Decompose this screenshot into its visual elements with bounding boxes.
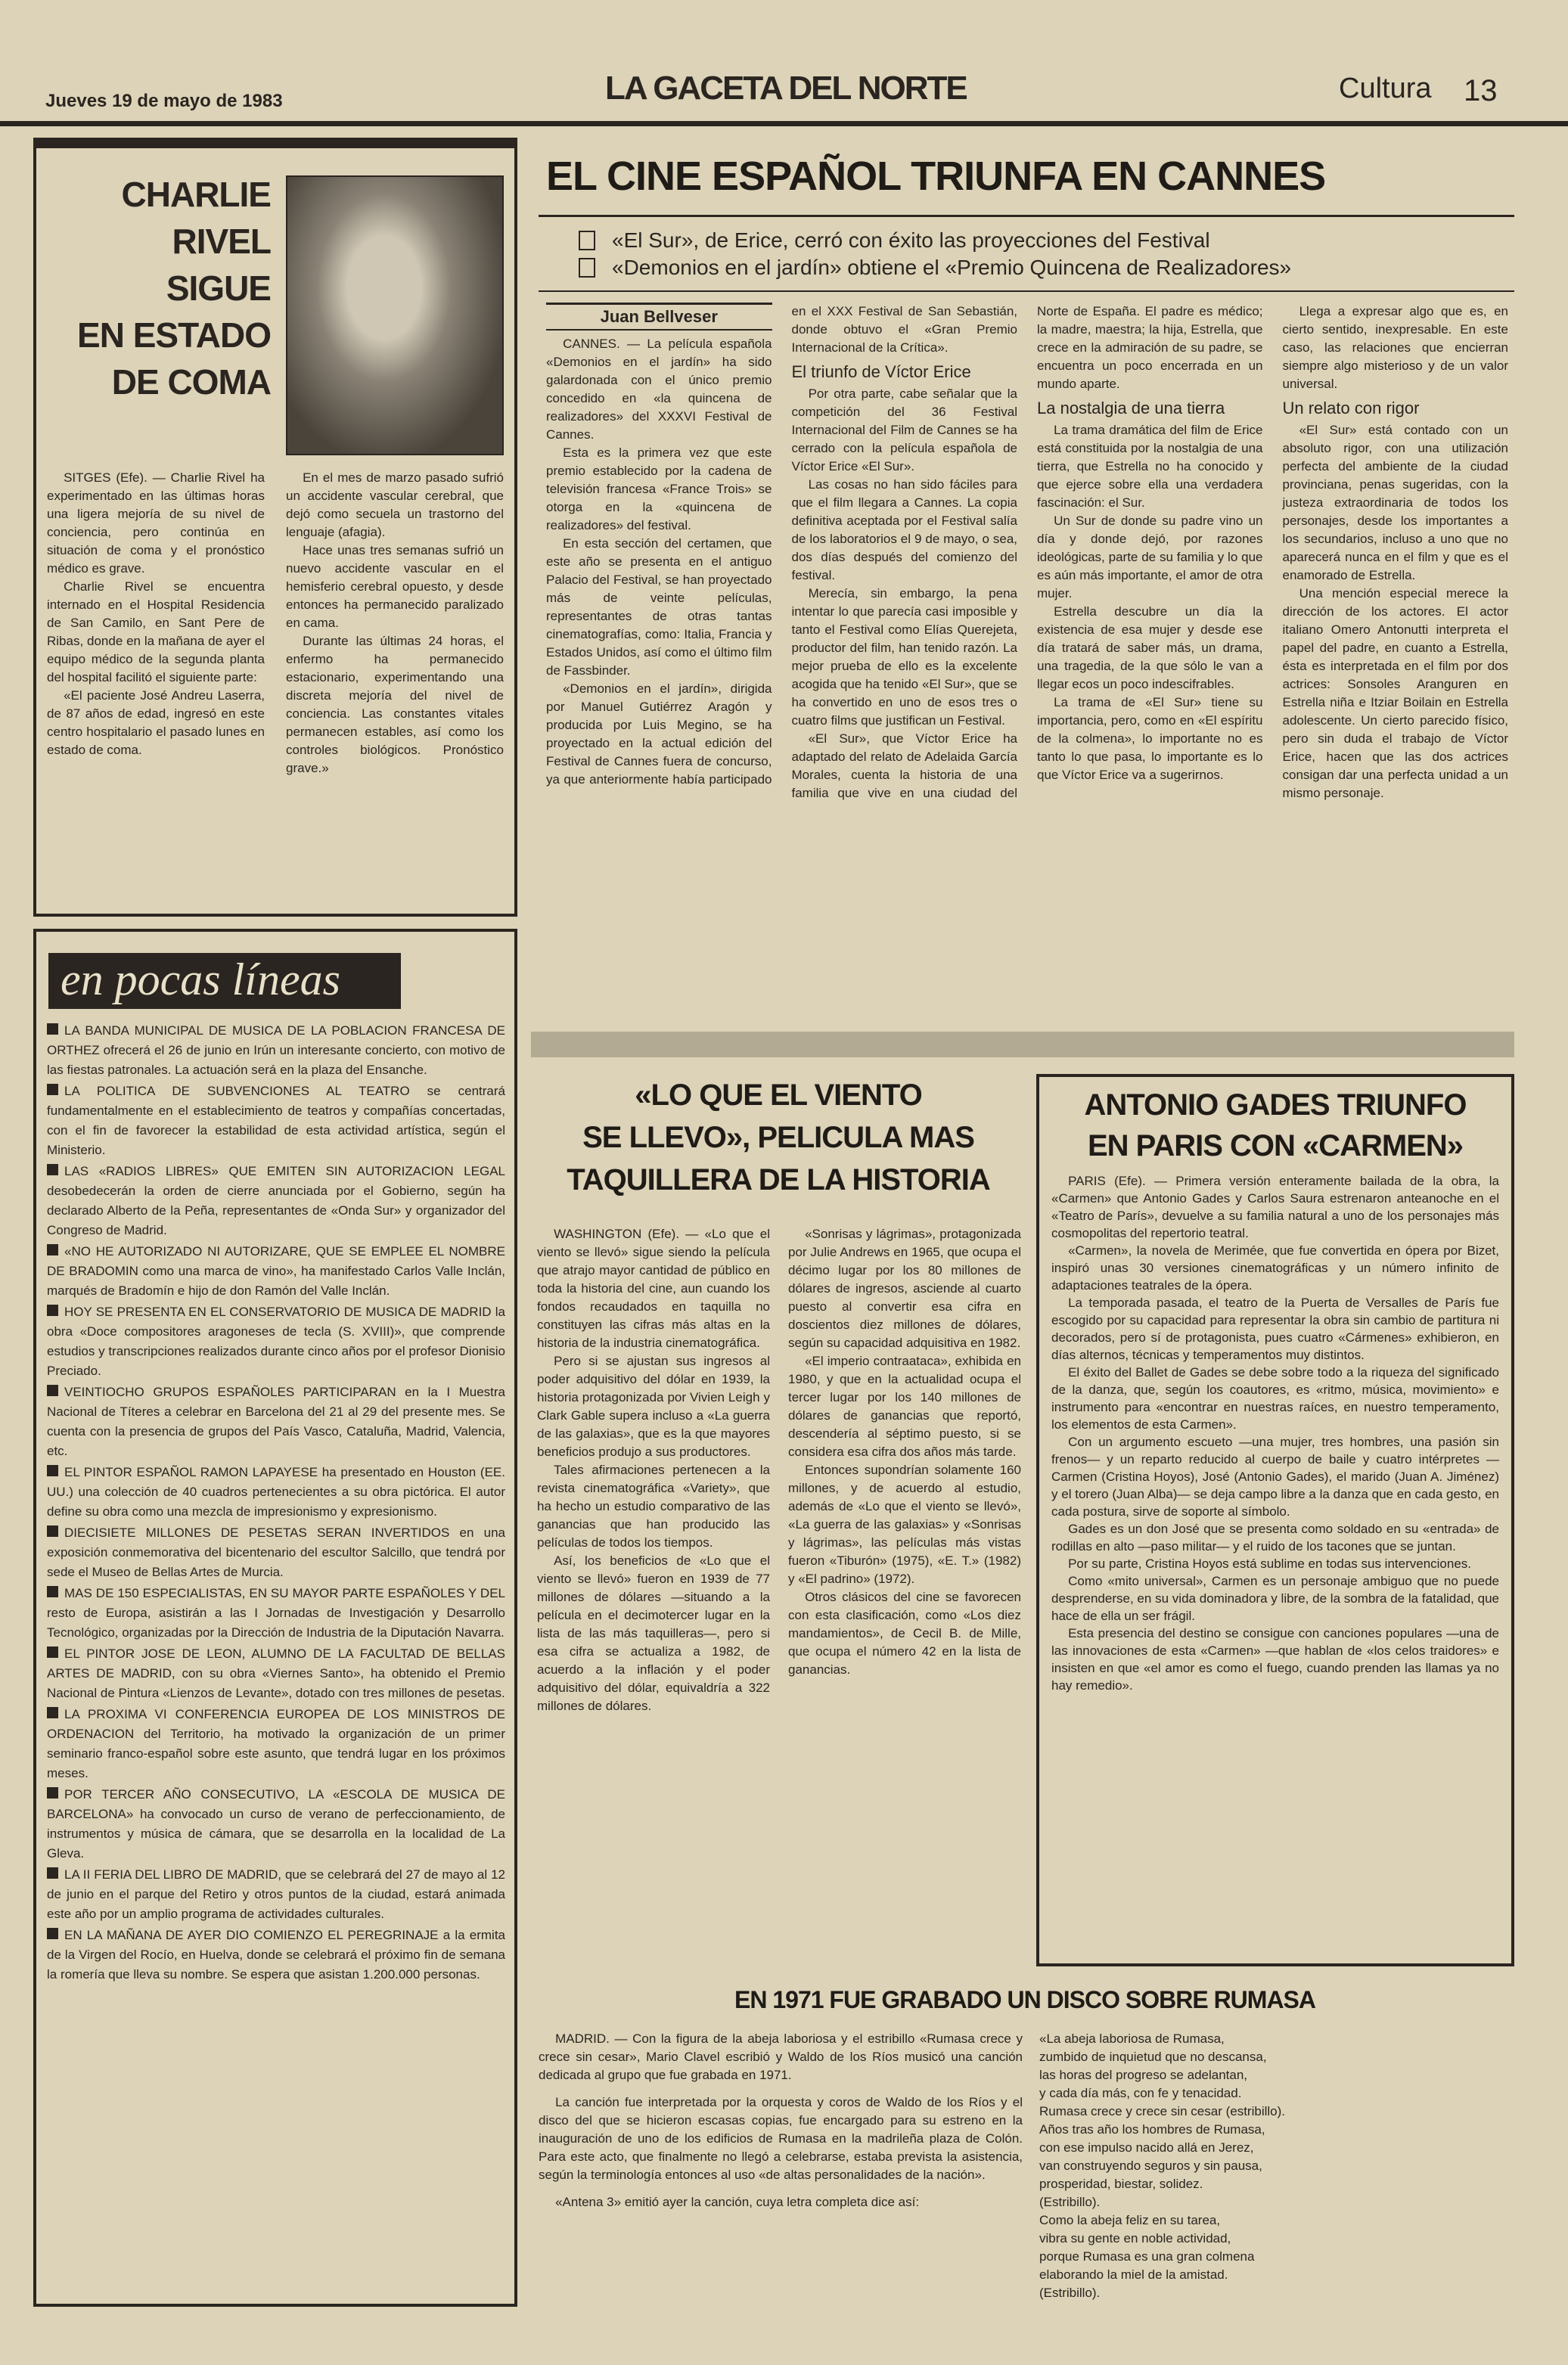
- paragraph: SITGES (Efe). — Charlie Rivel ha experimentado en las últimas horas una ligera mejoría de su nivel de conciencia, pero continúa en situación de coma y el pronóstico médico es grave.: [47, 470, 265, 576]
- lyric-line: prosperidad, biestar, solidez.: [1039, 2177, 1203, 2191]
- bullet-square-icon: [47, 1305, 58, 1316]
- paragraph: PARIS (Efe). — Primera versión enteramente bailada de la obra, la «Carmen» que Antonio Gades y Carlos Saura estrenaron anteanoche en el «Teatro de París», devuelve a su familia natural a uno de los personajes más cosmopolitas del repertorio teatral.: [1051, 1174, 1499, 1240]
- bullet-square-icon: [47, 1525, 58, 1537]
- bullet-square-icon: [47, 1787, 58, 1799]
- paragraph: La trama de «El Sur» tiene su importancia, pero, como en «El espíritu de la colmena», lo importante no es tanto lo que pasa, lo importante es lo que Víctor Erice va a sugerirnos.: [1037, 695, 1263, 782]
- paragraph: Llega a expresar algo que es, en cierto sentido, inexpresable. En este caso, las relaciones que encierran siempre algo misterioso y de un valor universal.: [1282, 304, 1508, 391]
- rumasa-body: [539, 2030, 1023, 2221]
- byline-text: Juan Bellveser: [600, 307, 718, 326]
- page-number: 13: [1464, 74, 1498, 107]
- subhead-2: [579, 254, 1291, 281]
- paragraph: Otros clásicos del cine se favorecen con esta clasificación, como «Los diez mandamientos», de Cecil B. de Mille, que ocupa el número 42 en la lista de ganancias.: [788, 1590, 1021, 1677]
- masthead: LA GACETA DEL NORTE: [605, 70, 967, 107]
- headline-line: TAQUILLERA DE LA HISTORIA: [567, 1163, 990, 1196]
- checkbox-icon: [579, 231, 595, 250]
- news-brief-item: [47, 1584, 505, 1643]
- news-brief-text: MAS DE 150 ESPECIALISTAS, EN SU MAYOR PARTE ESPAÑOLES Y DEL resto de Europa, asistirán a las I Jornadas de Investigación y Desarrollo Tecnológico, organizadas por la Dirección de Industria de la Diputación Navarra.: [47, 1586, 505, 1640]
- byline: [546, 303, 772, 331]
- cine-headline: EL CINE ESPAÑOL TRIUNFA EN CANNES: [546, 154, 1326, 199]
- paragraph: En esta sección del certamen, que este año se presenta en el antiguo Palacio del Festival, se han proyectado más de veinte películas, representantes de otras tantas cinematografías, como: Italia, Francia y Estados Unidos, así como el último film de Fassbinder.: [546, 536, 772, 678]
- news-brief-item: [47, 1302, 505, 1381]
- rivel-photo: [286, 175, 504, 455]
- paragraph: Esta presencia del destino se consigue con canciones populares —una de las innovaciones de esta «Carmen» —que hablan de «los celos traidores» e insisten en que «el amor es como el fuego, cuando prenden las llamas ya no hay remedio».: [1051, 1626, 1499, 1693]
- paragraph: Tales afirmaciones pertenecen a la revista cinematográfica «Variety», que ha hecho un estudio comparativo de las ganancias que han producido las películas de todos los tiempos.: [537, 1463, 770, 1550]
- lyric-line: zumbido de inquietud que no descansa,: [1039, 2050, 1267, 2064]
- paragraph: Entonces supondrían solamente 160 millones, y de acuerdo al estudio, además de «Lo que el viento se llevó», «La guerra de las galaxias» y «Sonrisas y lágrimas», las películas más vistas fueron «Tiburón» (1975), «E. T.» (1982) y «El padrino» (1972).: [788, 1463, 1021, 1586]
- paragraph: Por su parte, Cristina Hoyos está sublime en todas sus intervenciones.: [1068, 1556, 1472, 1571]
- lyric-line: van construyendo seguros y sin pausa,: [1039, 2159, 1262, 2173]
- pocas-lineas-box: [33, 929, 517, 2307]
- paragraph: Estrella descubre un día la existencia de esa mujer y desde ese día tratará de saber más, un drama, una tragedia, de la que sólo le van a llegar ecos un poco indescifrables.: [1037, 604, 1263, 691]
- rivel-title-line: CHARLIE: [121, 175, 271, 214]
- paragraph: Así, los beneficios de «Lo que el viento se llevó» fueron en 1939 de 77 millones de dólares —situando a la película en el decimotercer lugar en la lista de las más taquilleras—, pero si esa cifra se actualiza a 1982, de acuerdo a la inflación y el poder adquisitivo del dólar, equivaldría a 322 millones de dólares.: [537, 1553, 770, 1713]
- bullet-square-icon: [47, 1023, 58, 1035]
- rivel-article: [33, 138, 517, 917]
- paragraph: Gades es un don José que se presenta como soldado en su «entrada» de rodillas en alto —paso militar— y el ruido de los tacones que se juntan.: [1051, 1522, 1499, 1553]
- bullet-square-icon: [47, 1928, 58, 1939]
- issue-date: Jueves 19 de mayo de 1983: [45, 91, 283, 111]
- viento-headline: [534, 1074, 1023, 1201]
- gades-body: [1051, 1172, 1499, 1694]
- paragraph: «Antena 3» emitió ayer la canción, cuya letra completa dice así:: [555, 2195, 920, 2209]
- bullet-square-icon: [47, 1244, 58, 1255]
- bullet-square-icon: [47, 1586, 58, 1597]
- news-brief-text: HOY SE PRESENTA EN EL CONSERVATORIO DE MUSICA DE MADRID la obra «Doce compositores aragoneses de tecla (S. XVIII)», que comprende estudios y transcripciones realizados durante cinco años por el profesor Dionisio Preciado.: [47, 1305, 505, 1378]
- news-brief-text: EN LA MAÑANA DE AYER DIO COMIENZO EL PEREGRINAJE a la ermita de la Virgen del Rocío, en Huelva, donde se celebrará el próximo fin de semana la romería que lleva su nombre. Se espera que asistan 1.200.000 personas.: [47, 1928, 505, 1982]
- paragraph: Un Sur de donde su padre vino un día y donde dejó, por razones ideológicas, parte de su familia y lo que es aún más importante, el amor de otra mujer.: [1037, 514, 1263, 601]
- news-brief-item: [47, 1242, 505, 1301]
- paragraph: Como «mito universal», Carmen es un personaje ambiguo que no puede desprenderse, en su vida dominadora y libre, de la sombra de la fatalidad, que hace de ella un ser frágil.: [1051, 1574, 1499, 1623]
- news-brief-item: [47, 1644, 505, 1703]
- lyric-line: Como la abeja feliz en su tarea,: [1039, 2213, 1221, 2227]
- lyric-line: las horas del progreso se adelantan,: [1039, 2068, 1248, 2082]
- paragraph: Hace unas tres semanas sufrió un nuevo accidente vascular en el hemisferio cerebral opuesto, y desde entonces ha permanecido paralizado en cama.: [286, 543, 504, 630]
- paragraph: Las cosas no han sido fáciles para que el film llegara a Cannes. La copia definitiva aceptada por el Festival salía de los laboratorios el 9 de mayo, o sea, dos días después del comienzo del festival.: [791, 477, 1017, 582]
- paragraph: Pero si se ajustan sus ingresos al poder adquisitivo del dólar en 1939, la historia protagonizada por Vivien Leigh y Clark Gable supera incluso a «La guerra de las galaxias», que es la que mayores beneficios produjo a sus productores.: [537, 1354, 770, 1459]
- paragraph: «Demonios en el jardín», dirigida por Manuel Gutiérrez Aragón y producida por Luis Megino, se ha proyectado en la actual edición del Festival de Cannes fuera de concurso, ya que anteriormente había participado en el XXX Festival de San Sebastián, donde obtuvo el «Gran Premio Internacional de la Crítica».: [546, 304, 1017, 787]
- subhead-1-text: «El Sur», de Erice, cerró con éxito las proyecciones del Festival: [612, 228, 1210, 252]
- paragraph: Una mención especial merece la dirección de los actores. El actor italiano Omero Antonutti interpreta el papel del padre, en cuanto a Estrella, ésta es interpretada en el film por dos actrices: Sonsoles Aranguren en Estrella niña e Itziar Boilain en Estrella adolescente. Un cierto parecido físico, pero sin duda el trabajo de Víctor Erice, hacen que las dos actrices consigan dar una perfecta unidad a un mismo personaje.: [1282, 586, 1508, 800]
- cine-headline-rule: [539, 215, 1514, 217]
- news-brief-item: [47, 1383, 505, 1461]
- lyric-line: Años tras año los hombres de Rumasa,: [1039, 2122, 1265, 2137]
- news-brief-item: [47, 1705, 505, 1783]
- header-rule: [0, 121, 1568, 126]
- lyric-line: porque Rumasa es una gran colmena: [1039, 2249, 1255, 2264]
- paragraph: La temporada pasada, el teatro de la Puerta de Versalles de París fue escogido por su capacidad para representar la obra sin cambio de partitura ni decorados, pero sí de protagonista, pues cuatro «Cármenes» exhibieron, en días alternos, técnicas y temperamentos muy distintos.: [1051, 1296, 1499, 1362]
- paragraph: El éxito del Ballet de Gades se debe sobre todo a la riqueza del significado de la danza, que, según los coautores, es «ritmo, música, movimiento» e instrumento para «encontrar en nuestras raíces, en nuestro temperamento, los elementos de esta Carmen».: [1051, 1365, 1499, 1432]
- news-brief-text: «NO HE AUTORIZADO NI AUTORIZARE, QUE SE EMPLEE EL NOMBRE DE BRADOMIN como una marca de vino», ha manifestado Carlos Valle Inclán, marqués de Bradomín e hijo de don Ramón del Valle Inclán.: [47, 1244, 505, 1298]
- headline-line: EN PARIS CON «CARMEN»: [1087, 1129, 1464, 1162]
- news-brief-item: [47, 1523, 505, 1582]
- news-brief-item: [47, 1785, 505, 1864]
- lyric-line: (Estribillo).: [1039, 2286, 1101, 2300]
- paragraph: Con un argumento escueto —una mujer, tres hombres, una pasión sin frenos— y un reparto reducido al cuerpo de baile y cuatro intérpretes —Carmen (Cristina Hoyos), José (Antonio Gades), el marido (Juan A. Jiménez) y el torero (Juan Alba)— se deja campo libre a la danza que en cada gesto, en cada postura, sirve de soporte al símbolo.: [1051, 1435, 1499, 1519]
- cine-body: [546, 303, 1508, 802]
- news-brief-item: [47, 1865, 505, 1924]
- rivel-headline: [47, 171, 271, 405]
- paragraph: Por otra parte, cabe señalar que la competición del 36 Festival Internacional del Film de Cannes se ha cerrado con la película española de Víctor Erice «El Sur».: [791, 386, 1017, 473]
- rumasa-lyrics: [1039, 2030, 1508, 2302]
- lyric-line: y cada día más, con fe y tenacidad.: [1039, 2086, 1242, 2100]
- headline-line: «LO QUE EL VIENTO: [635, 1079, 922, 1112]
- paragraph: «El Sur» está contado con un absoluto rigor, con una utilización perfecta del ambiente de la ciudad provinciana, penas sugeridas, con la justeza extraordinaria de todos los personajes, desde los importantes a los secundarios, incluso a uno que no aparecerá nunca en el film y que es el enamorado de Estrella.: [1282, 423, 1508, 582]
- paragraph: CANNES. — La película española «Demonios en el jardín» ha sido galardonada con el único premio concedido en «la quincena de realizadores» del XXXVI Festival de Cannes.: [546, 337, 772, 442]
- paragraph: «El Sur», que Víctor Erice ha adaptado del relato de Adelaida García Morales, cuenta la historia de una familia que vive en una ciudad del Norte de España. El padre es médico; la madre, maestra; la hija, Estrella, que crece en la admiración de su padre, se encuentra un poco encerrada en un mundo aparte.: [791, 304, 1263, 800]
- paragraph: MADRID. — Con la figura de la abeja laboriosa y el estribillo «Rumasa crece y crece sin cesar», Mario Clavel escribió y Waldo de los Ríos musicó una canción dedicada al grupo que fue grabada en 1971.: [539, 2031, 1023, 2082]
- paragraph: La trama dramática del film de Erice está constituida por la nostalgia de una tierra, que Estrella no ha conocido y que ejerce sobre ella una verdadera fascinación: el Sur.: [1037, 423, 1263, 510]
- lyric-line: (Estribillo).: [1039, 2195, 1101, 2209]
- news-brief-text: VEINTIOCHO GRUPOS ESPAÑOLES PARTICIPARAN en la I Muestra Nacional de Títeres a celebrar en Barcelona del 21 al 29 del presente mes. Se cuenta con la presencia de grupos del País Vasco, Cataluña, Madrid, Valencia, etc.: [47, 1385, 505, 1458]
- news-brief-text: EL PINTOR ESPAÑOL RAMON LAPAYESE ha presentado en Houston (EE. UU.) una colección de 40 cuadros pertenecientes a su obra pictórica. El autor define su obra como una mezcla de impresionismo y expresionismo.: [47, 1465, 505, 1519]
- bullet-square-icon: [47, 1707, 58, 1718]
- bullet-square-icon: [47, 1164, 58, 1175]
- paragraph: En el mes de marzo pasado sufrió un accidente vascular cerebral, que dejó como secuela un trastorno del lenguaje (afagia).: [286, 470, 504, 539]
- pocas-lineas-title-banner: [48, 953, 401, 1009]
- pocas-lineas-title: en pocas líneas: [61, 954, 340, 1004]
- news-brief-text: LA PROXIMA VI CONFERENCIA EUROPEA DE LOS MINISTROS DE ORDENACION del Territorio, ha motivado la organización de un primer seminario franco-español sobre este asunto, que tendrá lugar en los próximos meses.: [47, 1707, 505, 1780]
- cine-subhead-rule: [539, 290, 1514, 292]
- news-brief-text: LAS «RADIOS LIBRES» QUE EMITEN SIN AUTORIZACION LEGAL desobedecerán la orden de cierre anunciada por el Gobierno, según ha declarado Alberto de la Peña, representantes de «Onda Sur» y organizador del Congreso de Madrid.: [47, 1164, 505, 1237]
- paragraph: «Carmen», la novela de Merimée, que fue convertida en ópera por Bizet, inspiró unas 30 versiones cinematográficas y un número infinito de adaptaciones teatrales de la ópera.: [1051, 1243, 1499, 1293]
- bullet-square-icon: [47, 1646, 58, 1658]
- rivel-title-line: EN ESTADO: [77, 315, 271, 355]
- bullet-square-icon: [47, 1465, 58, 1476]
- headline-line: SE LLEVO», PELICULA MAS: [582, 1121, 974, 1154]
- news-brief-item: [47, 1021, 505, 1080]
- headline-line: ANTONIO GADES TRIUNFO: [1084, 1088, 1467, 1122]
- paragraph: Esta es la primera vez que este premio establecido por la cadena de televisión francesa «France Trois» se otorga en la «quincena de realizadores» del festival.: [546, 445, 772, 532]
- news-brief-text: LA II FERIA DEL LIBRO DE MADRID, que se celebrará del 27 de mayo al 12 de junio en el parque del Retiro y otros puntos de la ciudad, estará animada este año por un amplio programa de actividades culturales.: [47, 1867, 505, 1921]
- subhead-2-text: «Demonios en el jardín» obtiene el «Premio Quincena de Realizadores»: [612, 256, 1292, 279]
- rumasa-headline: EN 1971 FUE GRABADO UN DISCO SOBRE RUMASA: [734, 1986, 1315, 2013]
- rivel-title-line: DE COMA: [111, 362, 271, 402]
- paragraph: Charlie Rivel se encuentra internado en el Hospital Residencia de San Camilo, en Sant Pere de Ribas, donde en la mañana de ayer el equipo médico de la segunda planta del hospital facilitó el siguiente parte:: [47, 579, 265, 684]
- rivel-body: [47, 469, 504, 777]
- bullet-square-icon: [47, 1867, 58, 1879]
- cine-subheads: [579, 227, 1291, 281]
- paragraph: La canción fue interpretada por la orquesta y coros de Waldo de los Ríos y el disco del que se hicieron escasas copias, fue encargado para su estreno en la inauguración de uno de los edificios de Rumasa en la madrileña plaza de Colón. Para este acto, que finalmente no llegó a celebrarse, estaba prevista la asistencia, según la terminología entonces al uso «de altas personalidades de la nación».: [539, 2095, 1023, 2182]
- section-subhead: La nostalgia de una tierra: [1037, 399, 1225, 417]
- paragraph: WASHINGTON (Efe). — «Lo que el viento se llevó» sigue siendo la película que atrajo mayor cantidad de público en toda la historia del cine, aun cuando los fondos recaudados en taquilla no constituyen las cifras más altas en la historia de la industria cinematográfica.: [537, 1227, 770, 1350]
- news-brief-item: [47, 1162, 505, 1240]
- lyric-line: vibra su gente en noble actividad,: [1039, 2231, 1231, 2246]
- lyric-line: Rumasa crece y crece sin cesar (estribillo).: [1039, 2104, 1285, 2118]
- paragraph: Merecía, sin embargo, la pena intentar lo que parecía casi imposible y tanto el Festival como Elías Querejeta, productor del film, han tenido razón. La mejor prueba de ello es la excelente acogida que ha tenido «El Sur», que se ha convertido en uno de esos tres o cuatro films que justifican un Festival.: [791, 586, 1017, 728]
- pocas-lineas-list: [47, 1021, 505, 1986]
- news-brief-text: POR TERCER AÑO CONSECUTIVO, LA «ESCOLA DE MUSICA DE BARCELONA» ha convocado un curso de verano de perfeccionamiento, de instrumentos y música de cámara, que se desarrolla en la localidad de La Gleva.: [47, 1787, 505, 1861]
- gades-article: [1036, 1074, 1514, 1966]
- rivel-title-line: SIGUE: [166, 268, 271, 308]
- lyric-line: con ese impulso nacido allá en Jerez,: [1039, 2140, 1254, 2155]
- section-label: Cultura: [1339, 73, 1432, 104]
- news-brief-text: EL PINTOR JOSE DE LEON, ALUMNO DE LA FACULTAD DE BELLAS ARTES DE MADRID, con su obra «Viernes Santo», ha obtenido el Premio Nacional de Pintura «Lienzos de Levante», dotado con tres millones de pesetas.: [47, 1646, 505, 1700]
- news-brief-item: [47, 1082, 505, 1160]
- lyric-line: elaborando la miel de la amistad.: [1039, 2267, 1228, 2282]
- checkbox-icon: [579, 258, 595, 278]
- section-subhead: Un relato con rigor: [1282, 399, 1420, 417]
- paragraph: «El paciente José Andreu Laserra, de 87 años de edad, ingresó en este centro hospitalario el pasado lunes en estado de coma.: [47, 688, 265, 757]
- bullet-square-icon: [47, 1084, 58, 1095]
- rivel-title-line: RIVEL: [172, 222, 271, 261]
- subhead-1: [579, 227, 1291, 254]
- bullet-square-icon: [47, 1385, 58, 1396]
- news-brief-item: [47, 1463, 505, 1522]
- paragraph: «Sonrisas y lágrimas», protagonizada por Julie Andrews en 1965, que ocupa el décimo lugar por los 80 millones de dólares de ingresos, asciende al cuarto puesto al convertir esa cifra en doscientos diez millones de dólares, según su capacidad adquisitiva en 1982.: [788, 1227, 1021, 1350]
- gades-headline: [1045, 1085, 1505, 1166]
- viento-body: [537, 1225, 1021, 1715]
- paragraph: «El imperio contraataca», exhibida en 1980, y que en la actualidad ocupa el tercer lugar por los 140 millones de dólares de ganancias que reportó, descendería al séptimo puesto, si se considera esa cifra dos años más tarde.: [788, 1354, 1021, 1459]
- section-subhead: El triunfo de Víctor Erice: [791, 362, 971, 381]
- news-brief-text: DIECISIETE MILLONES DE PESETAS SERAN INVERTIDOS en una exposición conmemorativa del bicentenario del escultor Salcillo, que tendrá por sede el Museo de Bellas Artes de Murcia.: [47, 1525, 505, 1579]
- paragraph: Durante las últimas 24 horas, el enfermo ha permanecido estacionario, experimentando una discreta mejoría del nivel de conciencia. Las constantes vitales permanecen estables, así como los controles biológicos. Pronóstico grave.»: [286, 634, 504, 775]
- news-brief-text: LA POLITICA DE SUBVENCIONES AL TEATRO se centrará fundamentalmente en el establecimiento de teatros y compañías concertadas, con el fin de favorecer la estabilidad de esta actividad artística, según el Ministerio.: [47, 1084, 505, 1157]
- news-brief-item: [47, 1926, 505, 1985]
- news-brief-text: LA BANDA MUNICIPAL DE MUSICA DE LA POBLACION FRANCESA DE ORTHEZ ofrecerá el 26 de junio en Irún un interesante concierto, con motivo de las fiestas patronales. La actuación será en la plaza del Ensanche.: [47, 1023, 505, 1077]
- separator-bar: [531, 1032, 1514, 1057]
- lyric-line: «La abeja laboriosa de Rumasa,: [1039, 2031, 1225, 2046]
